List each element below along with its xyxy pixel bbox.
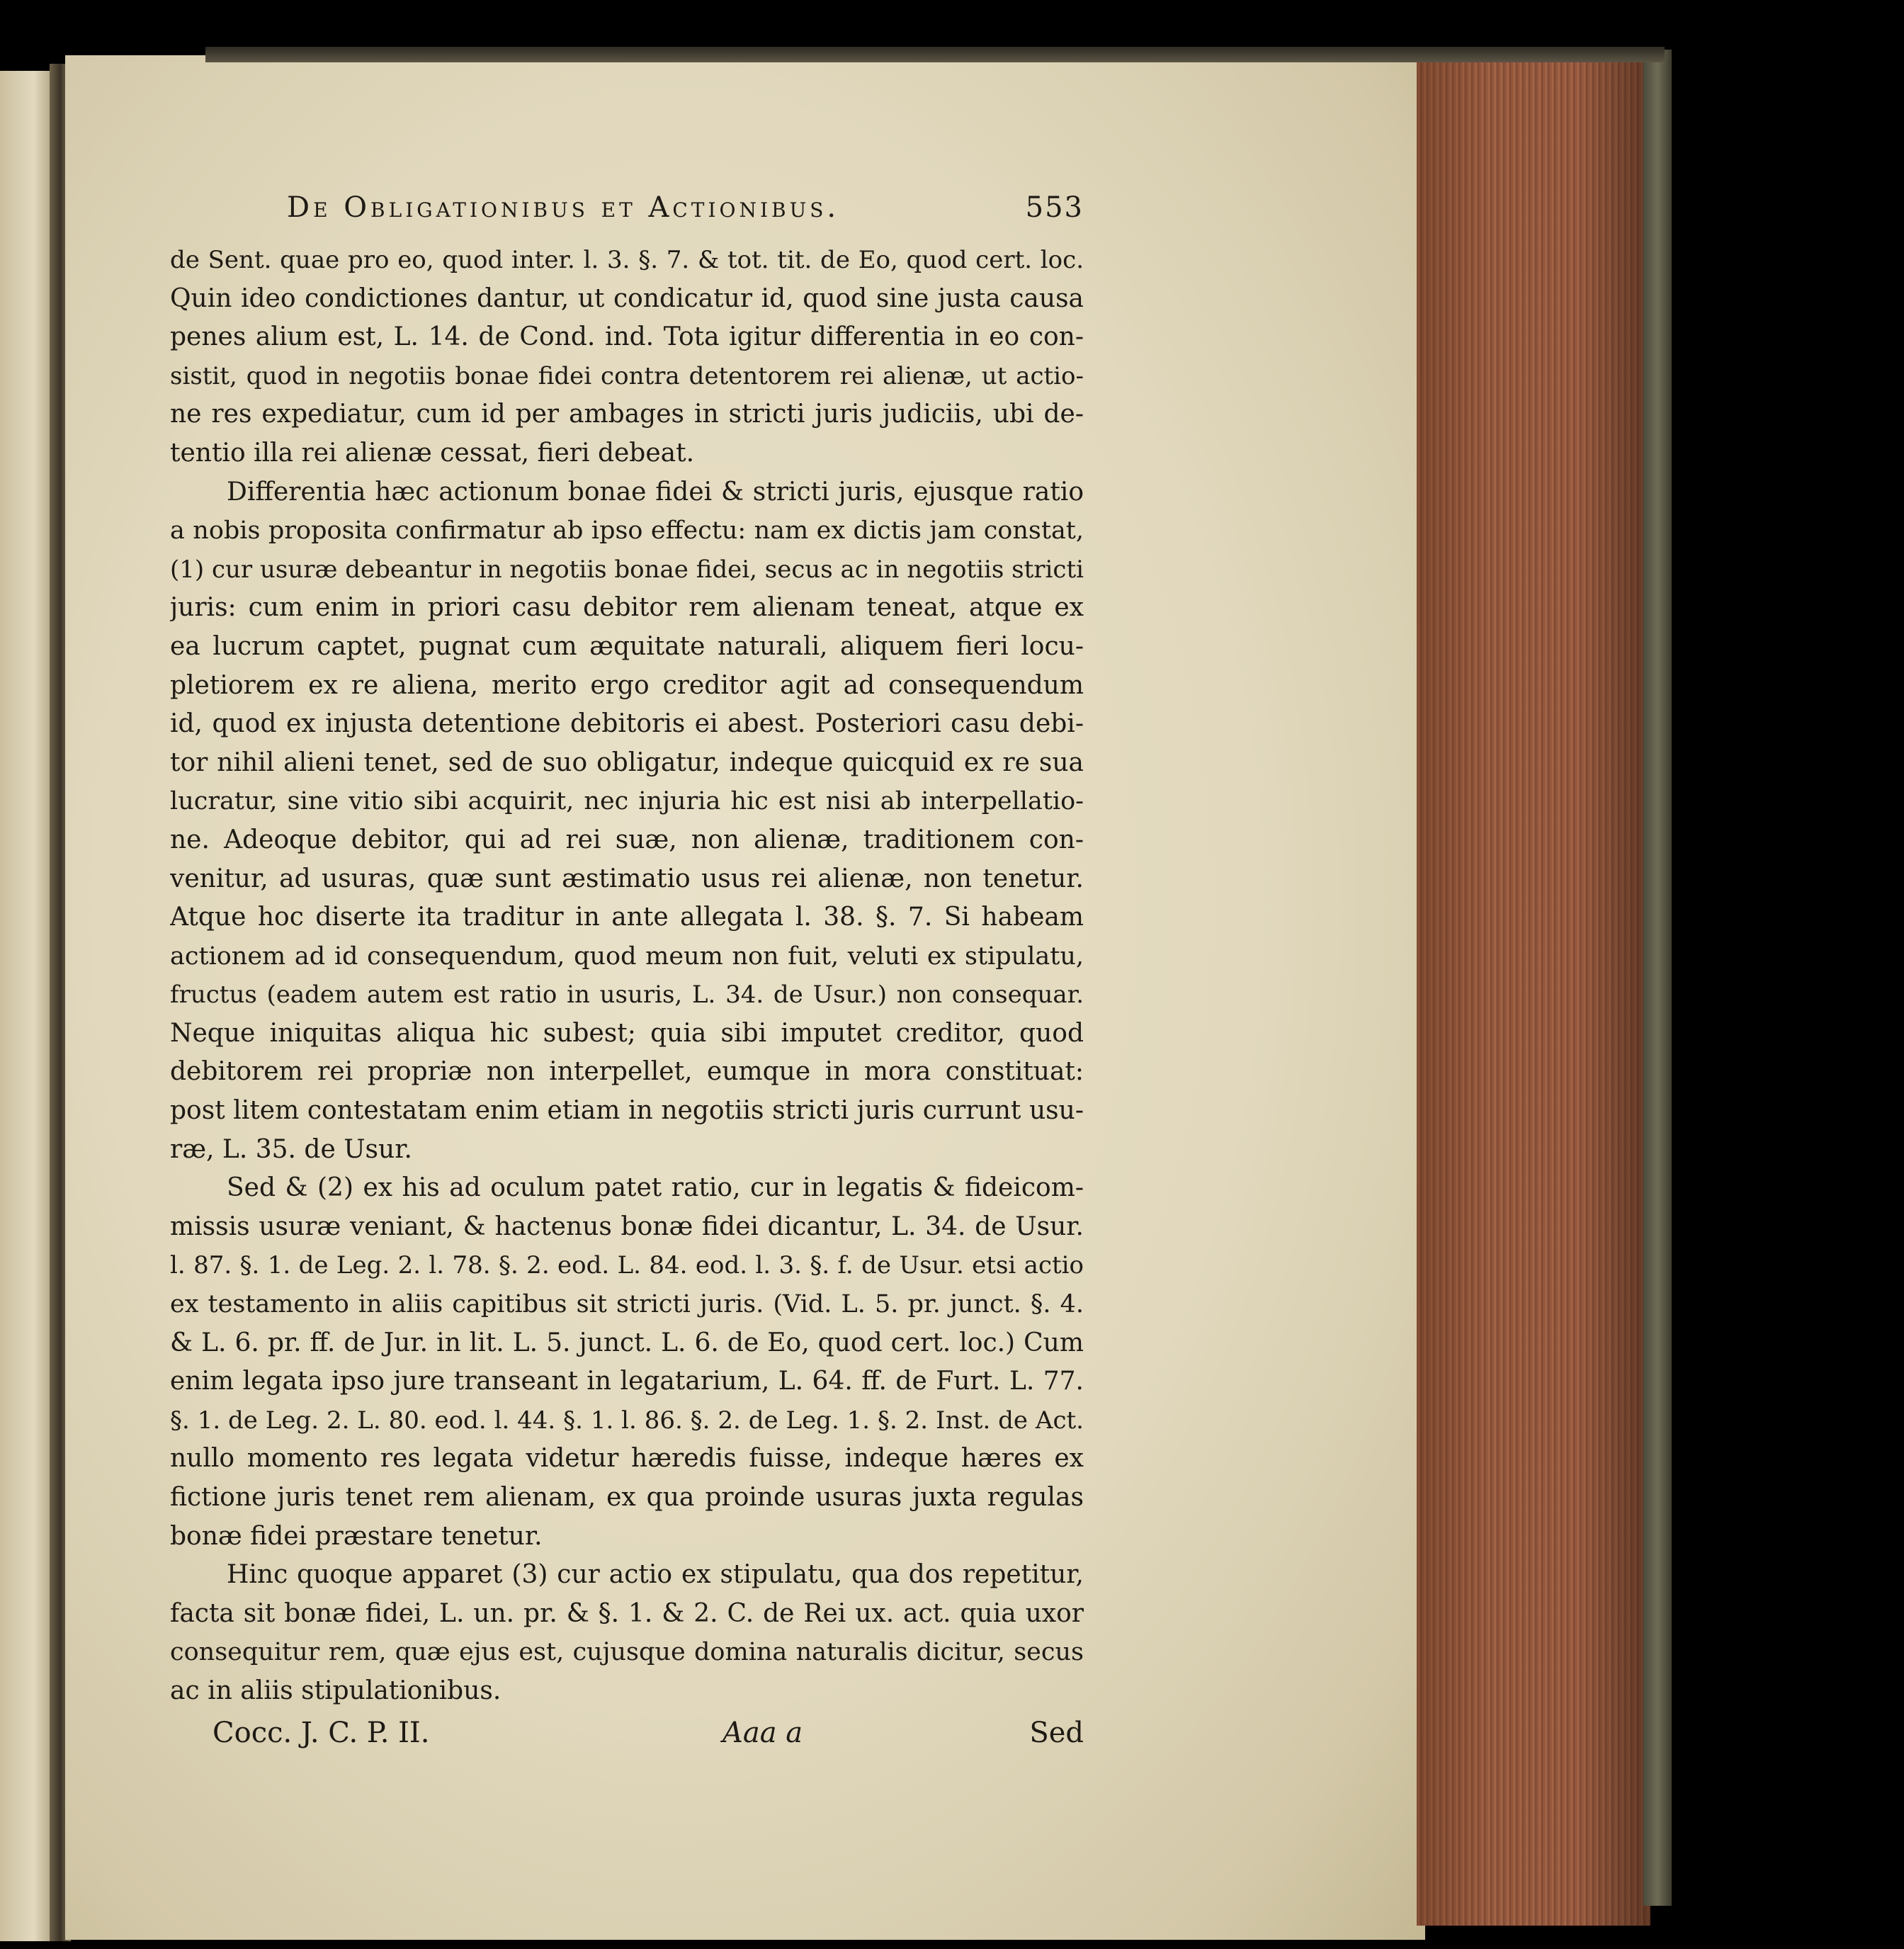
text-line: §. 1. de Leg. 2. L. 80. eod. l. 44. §. 1. l. 86. §. 2. de Leg. 1. §. 2. Inst. de Act. xyxy=(170,1406,1084,1435)
text-line: penes alium est, L. 14. de Cond. ind. Tota igitur differentia in eo con- xyxy=(170,322,1084,352)
text-line: ne. Adeoque debitor, qui ad rei suæ, non alienæ, traditionem con- xyxy=(170,825,1084,854)
text-line: pletiorem ex re aliena, merito ergo creditor agit ad consequendum xyxy=(170,670,1084,700)
text-line: venitur, ad usuras, quæ sunt æstimatio usus rei alienæ, non tenetur. xyxy=(170,864,1084,893)
top-board-edge xyxy=(205,47,1665,62)
text-line: ne res expediatur, cum id per ambages in stricti juris judiciis, ubi de- xyxy=(170,400,1084,429)
facing-page-edge xyxy=(0,71,57,1941)
text-line: juris: cum enim in priori casu debitor rem alienam teneat, atque ex xyxy=(170,593,1084,623)
running-title: De Obligationibus et Actionibus. xyxy=(287,191,840,224)
text-line: lucratur, sine vitio sibi acquirit, nec injuria hic est nisi ab interpellatio- xyxy=(170,787,1084,816)
catchword: Sed xyxy=(1029,1716,1084,1749)
text-line: ex testamento in aliis capitibus sit stricti juris. (Vid. L. 5. pr. junct. §. 4. xyxy=(170,1290,1084,1319)
text-line: consequitur rem, quæ ejus est, cujusque domina naturalis dicitur, secus xyxy=(170,1638,1084,1667)
text-line: actionem ad id consequendum, quod meum non fuit, veluti ex stipulatu, xyxy=(170,942,1084,971)
text-line: Quin ideo condictiones dantur, ut condicatur id, quod sine justa causa xyxy=(170,283,1084,313)
text-block xyxy=(170,191,1084,1759)
text-line: missis usuræ veniant, & hactenus bonæ fidei dicantur, L. 34. de Usur. xyxy=(170,1211,1084,1241)
page-footer xyxy=(170,1717,1084,1759)
text-line: nullo momento res legata videtur hæredis fuisse, indeque hæres ex xyxy=(170,1444,1084,1474)
text-line: Hinc quoque apparet (3) cur actio ex stipulatu, qua dos repetitur, xyxy=(227,1560,1084,1590)
text-line: ac in aliis stipulationibus. xyxy=(170,1676,502,1705)
text-line: debitorem rei propriæ non interpellet, eumque in mora constituat: xyxy=(170,1057,1084,1087)
text-line: post litem contestatam enim etiam in negotiis stricti juris currunt usu- xyxy=(170,1096,1084,1126)
text-line: sistit, quod in negotiis bonae fidei contra detentorem rei alienæ, ut actio- xyxy=(170,361,1084,390)
text-line: fictione juris tenet rem alienam, ex qua proinde usuras juxta regulas xyxy=(170,1483,1084,1512)
text-line: Differentia hæc actionum bonae fidei & stricti juris, ejusque ratio xyxy=(227,477,1084,507)
text-line: fructus (eadem autem est ratio in usuris, L. 34. de Usur.) non consequar. xyxy=(170,981,1084,1010)
page-number: 553 xyxy=(1025,191,1084,224)
text-line: ræ, L. 35. de Usur. xyxy=(170,1134,412,1164)
text-line: Sed & (2) ex his ad oculum patet ratio, cur in legatis & fideicom- xyxy=(227,1173,1084,1203)
quire-mark: Aaa a xyxy=(722,1716,803,1749)
text-line: (1) cur usuræ debeantur in negotiis bonae fidei, secus ac in negotiis stricti xyxy=(170,555,1084,584)
running-head xyxy=(170,191,1084,241)
text-line: & L. 6. pr. ff. de Jur. in lit. L. 5. junct. L. 6. de Eo, quod cert. loc.) Cum xyxy=(170,1328,1084,1357)
text-line: Neque iniquitas aliqua hic subest; quia sibi imputet creditor, quod xyxy=(170,1018,1084,1048)
text-line: tentio illa rei alienæ cessat, fieri debeat. xyxy=(170,438,695,468)
text-line: a nobis proposita confirmatur ab ipso effectu: nam ex dictis jam constat, xyxy=(170,516,1084,546)
body-text xyxy=(170,241,1084,1711)
text-line: bonæ fidei præstare tenetur. xyxy=(170,1521,543,1551)
text-line: id, quod ex injusta detentione debitoris ei abest. Posteriori casu debi- xyxy=(170,709,1084,739)
text-line: ea lucrum captet, pugnat cum æquitate naturali, aliquem fieri locu- xyxy=(170,631,1084,661)
text-line: facta sit bonæ fidei, L. un. pr. & §. 1. & 2. C. de Rei ux. act. quia uxor xyxy=(170,1598,1084,1628)
text-line: Atque hoc diserte ita traditur in ante allegata l. 38. §. 7. Si habeam xyxy=(170,903,1084,932)
text-line: de Sent. quae pro eo, quod inter. l. 3. §. 7. & tot. tit. de Eo, quod cert. loc. xyxy=(170,246,1084,274)
signature-line: Cocc. J. C. P. II. xyxy=(212,1716,430,1749)
text-line: enim legata ipso jure transeant in legatarium, L. 64. ff. de Furt. L. 77. xyxy=(170,1367,1084,1396)
page-block-shade xyxy=(1417,55,1650,1926)
text-line: tor nihil alieni tenet, sed de suo obligatur, indeque quicquid ex re sua xyxy=(170,747,1084,777)
book-cover-edge xyxy=(1643,50,1672,1906)
text-line: l. 87. §. 1. de Leg. 2. l. 78. §. 2. eod. L. 84. eod. l. 3. §. f. de Usur. etsi actio xyxy=(170,1251,1084,1280)
